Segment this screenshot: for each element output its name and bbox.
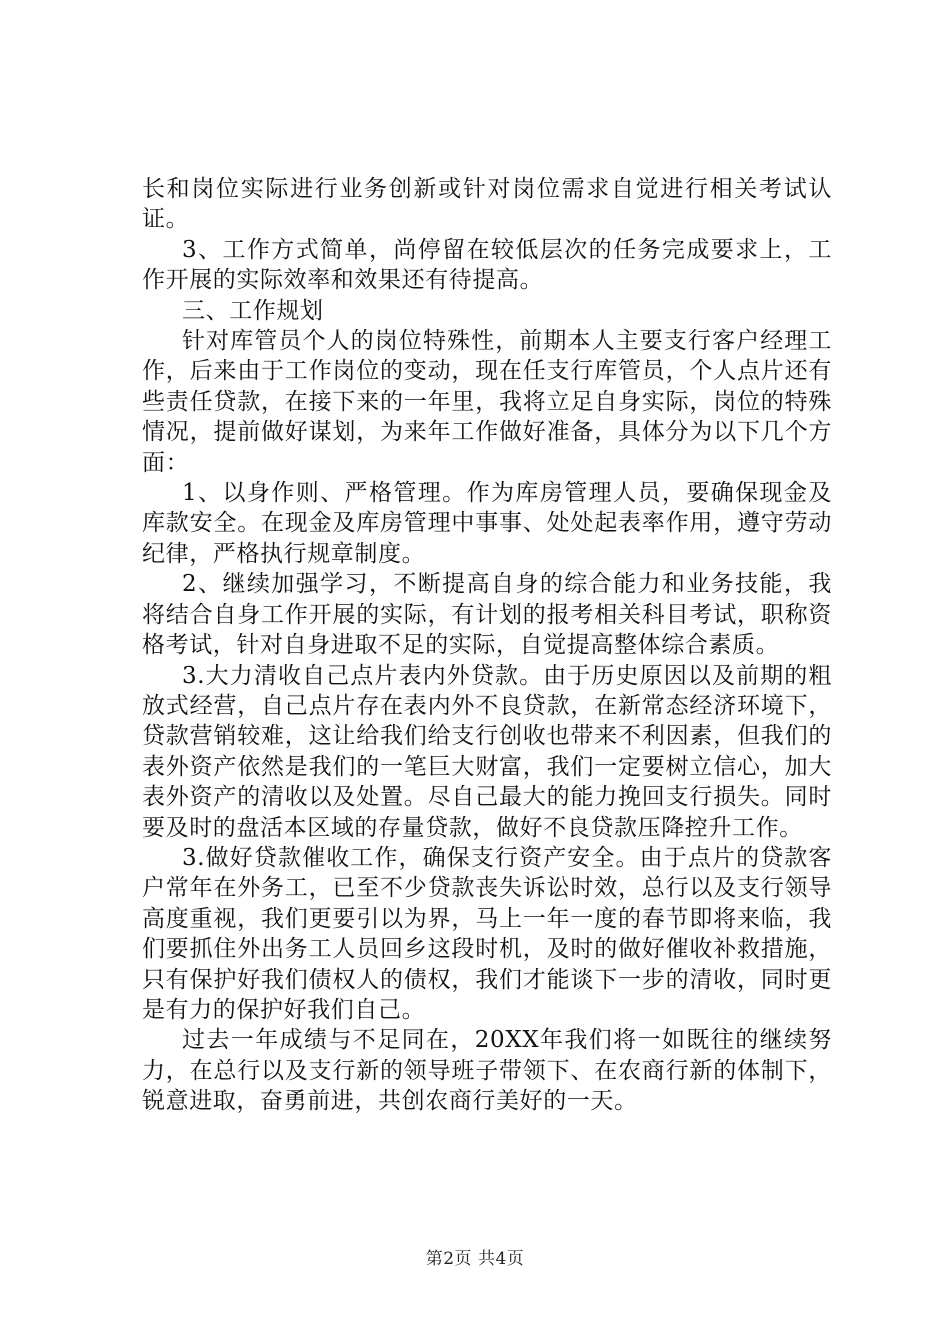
- section-heading-work-plan: 三、工作规划: [182, 297, 324, 324]
- paragraph-plan-item-1: 1、以身作则、严格管理。作为库房管理人员，要确保现金及库款安全。在现金及库房管理中事事、处处起表率作用，遵守劳动纪律，严格执行规章制度。: [142, 480, 832, 567]
- paragraph-plan-item-3a: 3.大力清收自己点片表内外贷款。由于历史原因以及前期的粗放式经营，自己点片存在表内外不良贷款，在新常态经济环境下，贷款营销较难，这让给我们给支行创收也带来不利因素，但我们的表外资产依然是我们的一笔巨大财富，我们一定要树立信心，加大表外资产的清收以及处置。尽自己最大的能力挽回支行损失。同时要及时的盘活本区域的存量贷款，做好不良贷款压降控升工作。: [142, 662, 832, 841]
- paragraph-item-3-work-method: 3、工作方式简单，尚停留在较低层次的任务完成要求上，工作开展的实际效率和效果还有待提高。: [142, 236, 832, 294]
- paragraph-plan-intro: 针对库管员个人的岗位特殊性，前期本人主要支行客户经理工作，后来由于工作岗位的变动，现在任支行库管员，个人点片还有些责任贷款，在接下来的一年里，我将立足自身实际，岗位的特殊情况，提前做好谋划，为来年工作做好准备，具体分为以下几个方面：: [142, 328, 832, 476]
- paragraph-plan-item-2: 2、继续加强学习，不断提高自身的综合能力和业务技能，我将结合自身工作开展的实际，有计划的报考相关科目考试，职称资格考试，针对自身进取不足的实际，自觉提高整体综合素质。: [142, 571, 832, 659]
- document-body: [142, 174, 832, 1117]
- paragraph-continuation: 长和岗位实际进行业务创新或针对岗位需求自觉进行相关考试认证。: [142, 176, 832, 233]
- paragraph-conclusion: 过去一年成绩与不足同在，20XX年我们将一如既往的继续努力，在总行以及支行新的领导班子带领下、在农商行新的体制下，锐意进取，奋勇前进，共创农商行美好的一天。: [142, 1027, 832, 1115]
- paragraph-plan-item-3b: 3.做好贷款催收工作，确保支行资产安全。由于点片的贷款客户常年在外务工，已至不少贷款丧失诉讼时效，总行以及支行领导高度重视，我们更要引以为界，马上一年一度的春节即将来临，我们要抓住外出务工人员回乡这段时机，及时的做好催收补救措施，只有保护好我们债权人的债权，我们才能谈下一步的清收，同时更是有力的保护好我们自己。: [142, 844, 832, 1023]
- page-footer: 第2页 共4页: [425, 1249, 525, 1269]
